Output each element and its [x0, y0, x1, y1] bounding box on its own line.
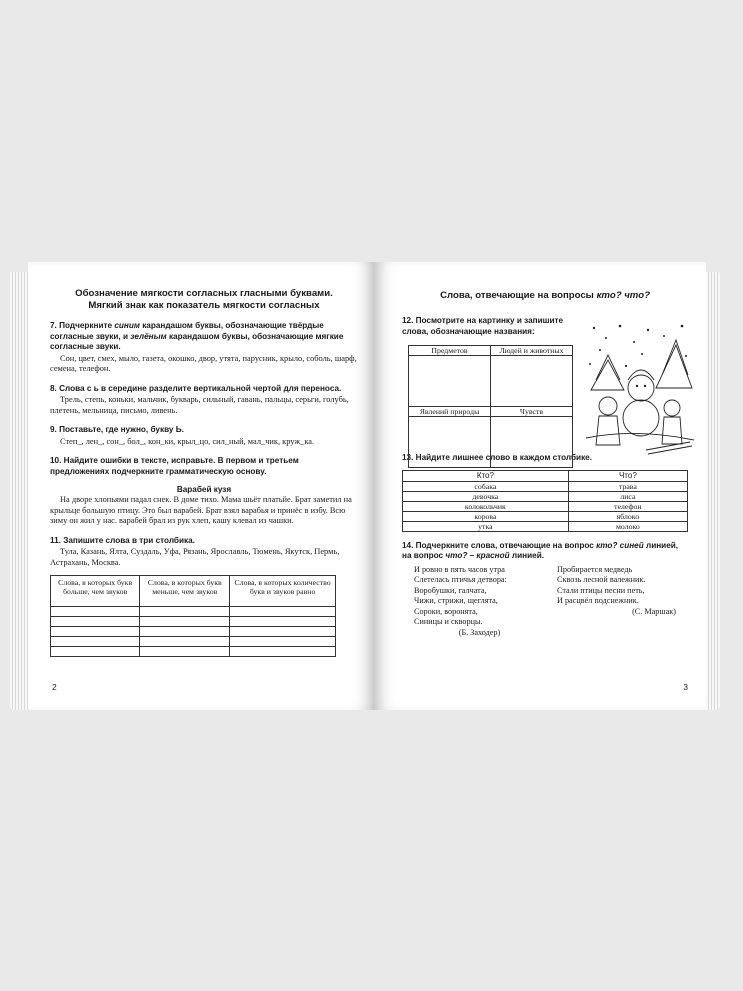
- left-title: [50, 288, 358, 312]
- word-cell[interactable]: молоко: [568, 521, 687, 531]
- open-workbook: [10, 262, 720, 714]
- table-row: [51, 617, 336, 627]
- poem-zakhoder: [402, 565, 545, 639]
- word-cell[interactable]: корова: [403, 511, 569, 521]
- answer-cell[interactable]: [140, 647, 230, 657]
- poems: [402, 565, 688, 639]
- table-row: [51, 607, 336, 617]
- word-cell[interactable]: яблоко: [568, 511, 687, 521]
- table-row: [403, 511, 688, 521]
- word-cell[interactable]: собака: [403, 481, 569, 491]
- task-7-text: Сон, цвет, смех, мыло, газета, окошко, двор, утята, парусник, крыло, соболь, шарф, семена, телефон.: [50, 353, 357, 373]
- category-nature: Явлений природы: [409, 407, 491, 417]
- table-row: [403, 481, 688, 491]
- poem-line: И расцвёл подснежник.: [557, 596, 639, 605]
- answer-cell[interactable]: [409, 417, 491, 468]
- task-7-part-2: карандашом буквы, обозначающие твёрдые согласные звуки, и: [50, 321, 324, 341]
- answer-cell[interactable]: [491, 356, 573, 407]
- task-14-part-1: 14. Подчеркните слова, отвечающие на вопрос: [402, 540, 594, 550]
- poem-line: Чижи, стрижи, щеглята,: [414, 596, 498, 605]
- page-number-right: 3: [683, 682, 688, 692]
- table-header: Слова, в которых букв больше, чем звуков: [51, 576, 140, 607]
- task-7-part-1: Подчеркните: [59, 321, 113, 330]
- word-cell[interactable]: колокольчик: [403, 501, 569, 511]
- poem-author: (С. Маршак): [632, 606, 676, 616]
- right-page: [374, 262, 706, 710]
- story-title: Варабей кузя: [176, 485, 232, 494]
- answer-cell[interactable]: [140, 607, 230, 617]
- answer-cell[interactable]: [140, 627, 230, 637]
- task-12-table: [408, 345, 573, 468]
- task-13-instruction: 13. Найдите лишнее слово в каждом столбике.: [402, 453, 593, 462]
- child-right-body: [662, 417, 682, 444]
- column-header-who: Кто?: [403, 470, 569, 481]
- right-title: [402, 290, 688, 302]
- story-text: На дворе хлопьями падал снек. В доме тихо. Мама шьёт платьйе. Брат заметил на крыльце большую птицу. Это был варабей. Брат взял варабья и принёс в избу. Всю зиму он жил у нас. варабей брал из рук хлеп, кашу клевал из чашки.: [50, 495, 352, 525]
- word-cell[interactable]: утка: [403, 521, 569, 531]
- answer-cell[interactable]: [51, 647, 140, 657]
- snowman-head: [628, 375, 654, 401]
- left-page-edges: [10, 272, 30, 710]
- left-page: [28, 262, 374, 710]
- right-title-emphasis: кто? что?: [596, 290, 650, 301]
- table-row: [403, 491, 688, 501]
- child-left-body: [596, 416, 620, 445]
- table-row: [403, 501, 688, 511]
- task-7-instruction: [50, 321, 358, 353]
- answer-cell[interactable]: [140, 637, 230, 647]
- table-row: [51, 647, 336, 657]
- task-14-emphasis-1: кто? синей: [596, 540, 644, 550]
- answer-cell[interactable]: [409, 356, 491, 407]
- right-title-text: Слова, отвечающие на вопросы: [440, 290, 594, 301]
- child-left-head: [599, 397, 617, 415]
- word-cell[interactable]: телефон: [568, 501, 687, 511]
- poem-author: (Б. Заходер): [458, 627, 501, 637]
- tree-left: [591, 355, 624, 390]
- poem-line: Пробирается медведь: [557, 564, 633, 574]
- task-7-part-3: карандашом буквы, обозначающие мягкие согласные звуки.: [50, 331, 344, 351]
- tree-right: [656, 340, 692, 388]
- word-cell[interactable]: девочка: [403, 491, 569, 501]
- table-header: Слова, в которых букв меньше, чем звуков: [140, 576, 230, 607]
- answer-cell[interactable]: [140, 617, 230, 627]
- child-right-head: [664, 400, 680, 416]
- answer-cell[interactable]: [230, 647, 336, 657]
- poem-line: Синицы и скворцы.: [414, 617, 483, 626]
- poem-line: И ровно в пять часов утра: [414, 564, 505, 574]
- poem-line: Воробушки, галчата,: [414, 585, 487, 595]
- poem-marshak: [545, 565, 688, 639]
- category-objects: Предметов: [409, 346, 491, 356]
- answer-cell[interactable]: [491, 417, 573, 468]
- task-11-table: [50, 575, 336, 657]
- task-14-part-3: линией.: [511, 551, 544, 560]
- left-title-line-1: Обозначение мягкости согласных гласными буквами.: [75, 288, 333, 299]
- word-cell[interactable]: трава: [568, 481, 687, 491]
- task-9-text: Степ_, лен_, сон_, бол_, кон_ки, крыл_цо, сил_ный, мал_чик, круж_ка.: [60, 436, 315, 446]
- task-14-emphasis-2: что? – красной: [445, 551, 510, 560]
- answer-cell[interactable]: [230, 637, 336, 647]
- answer-cell[interactable]: [230, 607, 336, 617]
- left-title-line-2: Мягкий знак как показатель мягкости согласных: [88, 300, 320, 311]
- answer-cell[interactable]: [51, 637, 140, 647]
- winter-coloring-illustration: [586, 320, 694, 458]
- task-7-emphasis-1: синим: [114, 321, 140, 330]
- category-feelings: Чувств: [491, 407, 573, 417]
- table-row: [403, 521, 688, 531]
- answer-cell[interactable]: [230, 617, 336, 627]
- answer-cell[interactable]: [51, 627, 140, 637]
- word-cell[interactable]: лиса: [568, 491, 687, 501]
- task-9-instruction: 9. Поставьте, где нужно, букву Ь.: [50, 425, 184, 434]
- poem-line: Слетелась птичья детвора:: [414, 575, 507, 584]
- poem-line: Стали птицы песни петь,: [557, 585, 645, 595]
- table-row: [51, 637, 336, 647]
- table-row: [51, 627, 336, 637]
- snowman-body: [623, 400, 659, 436]
- task-14-part-2: линией, на вопрос: [402, 540, 679, 560]
- task-8-text: Трель, степь, коньки, мальчик, букварь, сильный, гавань, пальцы, серьги, голубь, плетень, мельница, письмо, ливень.: [50, 395, 349, 415]
- task-11-instruction: 11. Запишите слова в три столбика.: [50, 535, 195, 545]
- poem-line: Сквозь лесной валежник.: [557, 575, 646, 584]
- answer-cell[interactable]: [51, 617, 140, 627]
- page-number-left: 2: [52, 682, 57, 692]
- table-header: Слова, в которых количество букв и звуков равно: [230, 576, 336, 607]
- column-header-what: Что?: [568, 470, 687, 481]
- task-12-instruction: 12. Посмотрите на картинку и запишите слова, обозначающие названия:: [402, 316, 564, 336]
- task-7-number: 7.: [50, 321, 57, 330]
- category-people-animals: Людей и животных: [491, 346, 573, 356]
- task-11-text: Тула, Казань, Ялта, Суздаль, Уфа, Рязань, Ярославль, Тюмень, Якутск, Пермь, Астрахань, Москва.: [50, 547, 340, 567]
- answer-cell[interactable]: [51, 607, 140, 617]
- task-10-instruction: 10. Найдите ошибки в тексте, исправьте. В первом и третьем предложениях подчеркните грамматическую основу.: [50, 456, 299, 476]
- answer-cell[interactable]: [230, 627, 336, 637]
- task-14-instruction: [402, 541, 688, 562]
- task-8-instruction: 8. Слова с ь в середине разделите вертикальной чертой для переноса.: [50, 383, 342, 393]
- task-7-emphasis-2: зелёным: [130, 331, 167, 341]
- poem-line: Сороки, воронята,: [414, 606, 478, 616]
- task-13-table: [402, 470, 688, 532]
